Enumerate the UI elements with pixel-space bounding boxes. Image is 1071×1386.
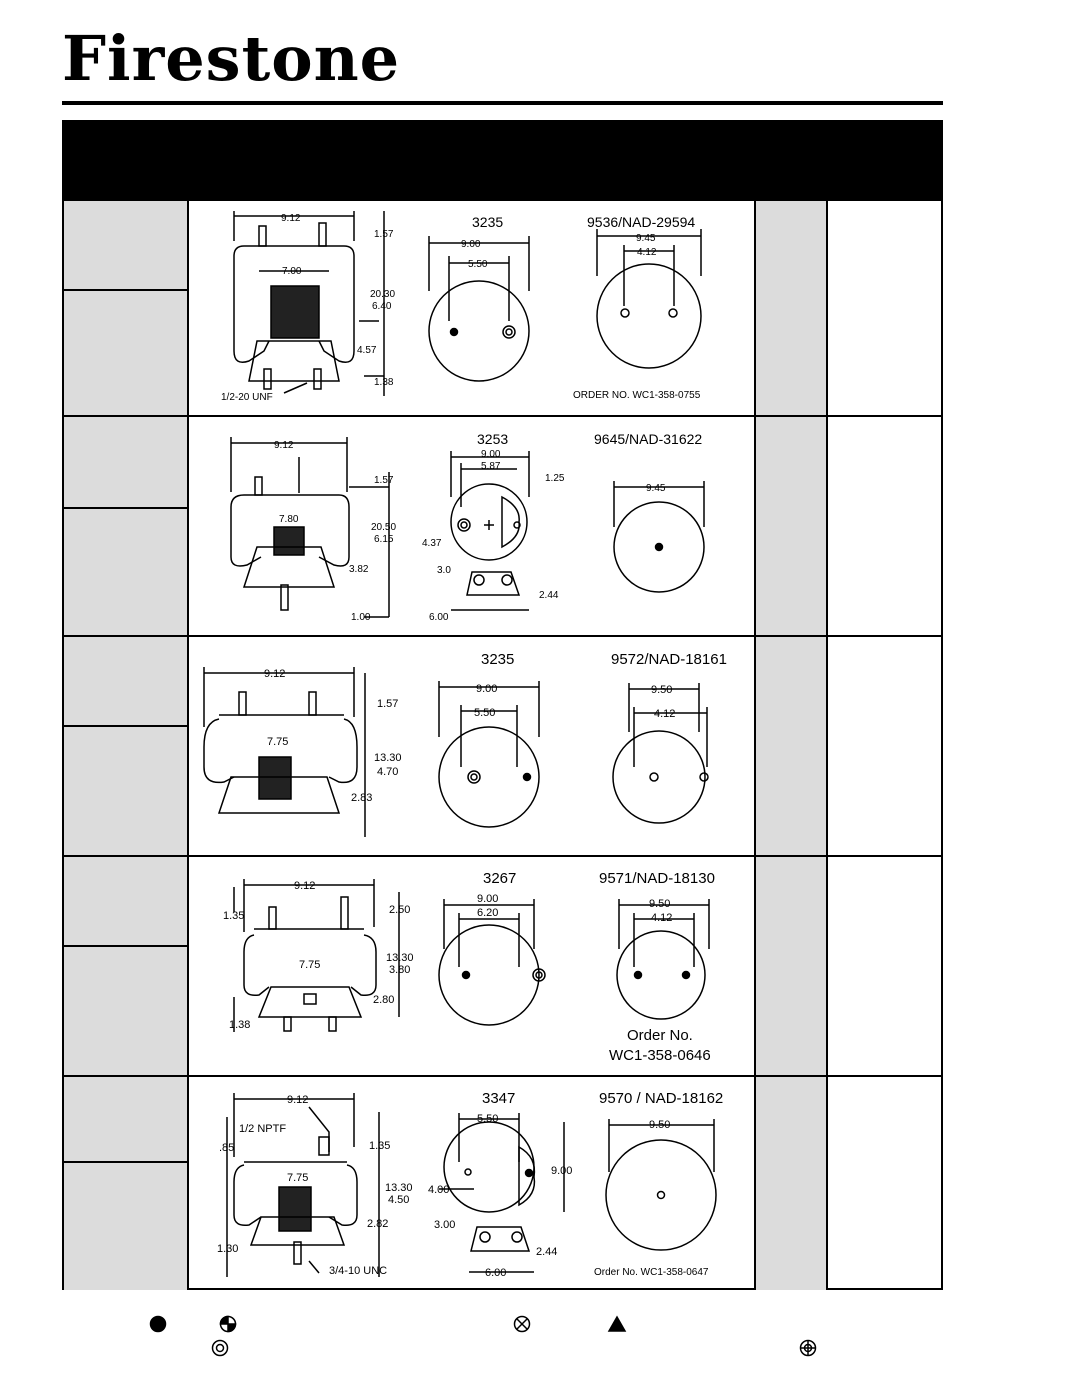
side-dim: 4.57 <box>357 345 377 356</box>
top-plate-dim: 5.87 <box>481 461 501 472</box>
side-dim: 7.80 <box>279 514 299 525</box>
row-drawing <box>189 417 754 635</box>
row-label-cell <box>64 637 189 855</box>
side-dim: 9.12 <box>294 880 316 892</box>
row-label-cell <box>64 857 189 1075</box>
bottom-plate-number: 9570 / NAD-18162 <box>599 1090 724 1107</box>
bottom-plate-number: 9572/NAD-18161 <box>611 651 727 668</box>
side-dim: 4.70 <box>377 766 399 778</box>
gray-column-cell <box>754 637 828 855</box>
bottom-plate-dim: 4.12 <box>654 708 676 720</box>
side-dim: 13.30 <box>385 1182 413 1194</box>
bottom-plate-number: 9645/NAD-31622 <box>594 431 703 447</box>
crosshair-circle-icon <box>800 1340 816 1356</box>
side-dim: 3.82 <box>349 564 369 575</box>
firestone-logo: Firestone <box>62 22 401 95</box>
bottom-plate-dim: 4.12 <box>637 247 657 258</box>
top-plate-dim: 9.00 <box>461 239 481 250</box>
side-dim: 3.80 <box>389 964 411 976</box>
side-dim: 9.12 <box>264 668 286 680</box>
side-dim: 6.15 <box>374 534 394 545</box>
row4-drawing-svg <box>189 857 754 1075</box>
row-label-cell <box>64 417 189 635</box>
air-spring-table <box>62 199 943 1290</box>
gray-column-cell <box>754 1077 828 1290</box>
top-plate-dim: 4.37 <box>422 538 442 549</box>
bottom-plate-dim: 4.12 <box>651 912 673 924</box>
top-plate-dim: 9.00 <box>477 893 499 905</box>
side-dim: 13.30 <box>386 952 414 964</box>
top-plate-dim: 5.50 <box>477 1113 499 1125</box>
top-plate-dim: 4.00 <box>428 1184 450 1196</box>
side-dim: 2.50 <box>389 904 411 916</box>
row-drawing <box>189 857 754 1075</box>
side-dim: 20.30 <box>370 289 396 300</box>
side-dim: 2.83 <box>351 792 373 804</box>
bottom-plate-dim: 9.50 <box>649 1119 671 1131</box>
bottom-plate-number: 9536/NAD-29594 <box>587 214 696 230</box>
top-plate-dim: 3.0 <box>437 565 451 576</box>
order-number: Order No. WC1-358-0647 <box>594 1267 709 1278</box>
table-row <box>64 201 941 415</box>
order-number: WC1-358-0646 <box>609 1047 711 1064</box>
side-dim: 13.30 <box>374 752 402 764</box>
side-dim: 2.80 <box>373 994 395 1006</box>
top-plate-dim: 3.00 <box>434 1219 456 1231</box>
top-plate-dim: 5.50 <box>474 707 496 719</box>
quartered-circle-icon <box>221 1317 236 1332</box>
table-row <box>64 415 941 635</box>
row-label-cell <box>64 1077 189 1290</box>
row5-drawing-svg <box>189 1077 754 1290</box>
side-dim: 9.12 <box>274 440 294 451</box>
row2-drawing-svg <box>189 417 754 635</box>
top-plate-number: 3267 <box>483 870 517 887</box>
row-drawing <box>189 1077 754 1290</box>
side-dim: 1.30 <box>217 1243 239 1255</box>
table-row <box>64 1075 941 1290</box>
solid-circle-icon <box>151 1317 166 1332</box>
side-dim: 1.57 <box>374 229 394 240</box>
side-dim: 7.75 <box>267 736 289 748</box>
row-label-cell <box>64 201 189 415</box>
thread-spec: 3/4-10 UNC <box>329 1265 388 1277</box>
order-number: ORDER NO. WC1-358-0755 <box>573 390 701 401</box>
side-dim: 7.00 <box>282 266 302 277</box>
gray-column-cell <box>754 417 828 635</box>
top-plate-dim: 9.00 <box>481 449 501 460</box>
bottom-plate-dim: 9.45 <box>646 483 666 494</box>
side-dim: 7.75 <box>299 959 321 971</box>
top-plate-dim: 1.25 <box>545 473 565 484</box>
gray-column-cell <box>754 201 828 415</box>
side-dim: 1.00 <box>351 612 371 623</box>
table-row <box>64 855 941 1075</box>
top-plate-number: 3235 <box>481 651 515 668</box>
top-plate-dim: 9.00 <box>476 683 498 695</box>
table-header-bar <box>62 120 943 199</box>
thread-spec: 1/2-20 UNF <box>221 392 273 403</box>
side-dim: 20.50 <box>371 522 397 533</box>
side-dim: 1.38 <box>374 377 394 388</box>
side-dim: 6.40 <box>372 301 392 312</box>
logo-rule <box>62 101 943 105</box>
top-plate-dim: 6.00 <box>485 1267 507 1279</box>
crossed-circle-icon <box>515 1317 530 1332</box>
bottom-plate-dim: 9.50 <box>651 684 673 696</box>
side-dim: 9.12 <box>287 1094 309 1106</box>
row-drawing <box>189 201 754 415</box>
order-number: Order No. <box>627 1027 693 1044</box>
side-dim: 4.50 <box>388 1194 410 1206</box>
top-plate-dim: 9.00 <box>551 1165 573 1177</box>
top-plate-number: 3235 <box>472 214 504 230</box>
side-dim: 1.35 <box>223 910 245 922</box>
gray-column-cell <box>754 857 828 1075</box>
row3-drawing-svg <box>189 637 754 855</box>
top-plate-dim: 6.20 <box>477 907 499 919</box>
side-dim: 1.38 <box>229 1019 251 1031</box>
side-dim: 9.12 <box>281 213 301 224</box>
triangle-icon <box>609 1317 625 1331</box>
side-dim: 1.35 <box>369 1140 391 1152</box>
legend-symbols <box>140 1310 840 1360</box>
side-dim: 7.75 <box>287 1172 309 1184</box>
double-circle-icon <box>213 1341 228 1356</box>
side-dim: .85 <box>219 1142 235 1154</box>
side-dim: 2.82 <box>367 1218 389 1230</box>
top-plate-number: 3253 <box>477 431 509 447</box>
top-plate-dim: 2.44 <box>539 590 559 601</box>
row1-drawing-svg <box>189 201 754 415</box>
top-plate-number: 3347 <box>482 1090 516 1107</box>
side-dim: 1.57 <box>377 698 399 710</box>
bottom-plate-number: 9571/NAD-18130 <box>599 870 715 887</box>
top-plate-dim: 2.44 <box>536 1246 558 1258</box>
top-plate-dim: 6.00 <box>429 612 449 623</box>
side-dim: 1/2 NPTF <box>239 1123 287 1135</box>
top-plate-dim: 5.50 <box>468 259 488 270</box>
table-row <box>64 635 941 855</box>
row-drawing <box>189 637 754 855</box>
bottom-plate-dim: 9.45 <box>636 233 656 244</box>
bottom-plate-dim: 9.50 <box>649 898 671 910</box>
side-dim: 1.57 <box>374 475 394 486</box>
